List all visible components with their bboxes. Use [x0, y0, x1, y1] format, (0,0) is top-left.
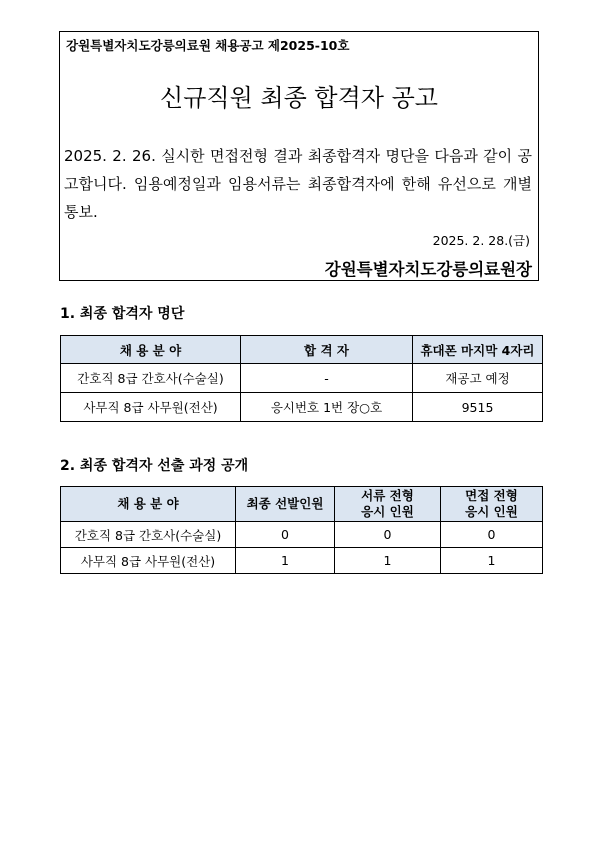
notice-body: 2025. 2. 26. 실시한 면접전형 결과 최종합격자 명단을 다음과 같이 공고합니다. 임용예정일과 임용서류는 최종합격자에 한해 유선으로 개별통보. — [64, 147, 532, 221]
table-header-row — [61, 487, 543, 522]
table-row — [61, 548, 543, 574]
table-row — [61, 393, 543, 422]
table-cell: 9515 — [413, 393, 543, 422]
page-title: 신규직원 최종 합격자 공고 — [160, 84, 438, 112]
table-cell: 사무직 8급 사무원(전산) — [61, 548, 236, 574]
section2-title: 2. 최종 합격자 선출 과정 공개 — [60, 458, 249, 474]
table-cell: 0 — [441, 522, 543, 548]
table-cell: 0 — [335, 522, 441, 548]
table-cell: - — [241, 364, 413, 393]
table-cell: 간호직 8급 간호사(수술실) — [61, 364, 241, 393]
table-row — [61, 364, 543, 393]
table-cell: 응시번호 1번 장○호 — [241, 393, 413, 422]
table-cell: 1 — [335, 548, 441, 574]
final-passers-table — [60, 335, 543, 422]
column-header: 채 용 분 야 — [61, 487, 236, 522]
table-row — [61, 522, 543, 548]
selection-process-table — [60, 486, 543, 574]
notice-date: 2025. 2. 28.(금) — [432, 233, 530, 248]
table-header-row — [61, 336, 543, 364]
section1-title: 1. 최종 합격자 명단 — [60, 306, 185, 322]
table-cell: 간호직 8급 간호사(수술실) — [61, 522, 236, 548]
table-cell: 재공고 예정 — [413, 364, 543, 393]
notice-box — [59, 31, 539, 281]
column-header: 서류 전형 응시 인원 — [335, 487, 441, 522]
table-cell: 1 — [441, 548, 543, 574]
column-header: 채 용 분 야 — [61, 336, 241, 364]
table-cell: 1 — [236, 548, 335, 574]
column-header: 휴대폰 마지막 4자리 — [413, 336, 543, 364]
table-cell: 사무직 8급 사무원(전산) — [61, 393, 241, 422]
column-header: 최종 선발인원 — [236, 487, 335, 522]
organization-name: 강원특별자치도강릉의료원장 — [324, 260, 532, 279]
notice-number: 강원특별자치도강릉의료원 채용공고 제2025-10호 — [66, 38, 350, 53]
table-cell: 0 — [236, 522, 335, 548]
column-header: 면접 전형 응시 인원 — [441, 487, 543, 522]
column-header: 합 격 자 — [241, 336, 413, 364]
